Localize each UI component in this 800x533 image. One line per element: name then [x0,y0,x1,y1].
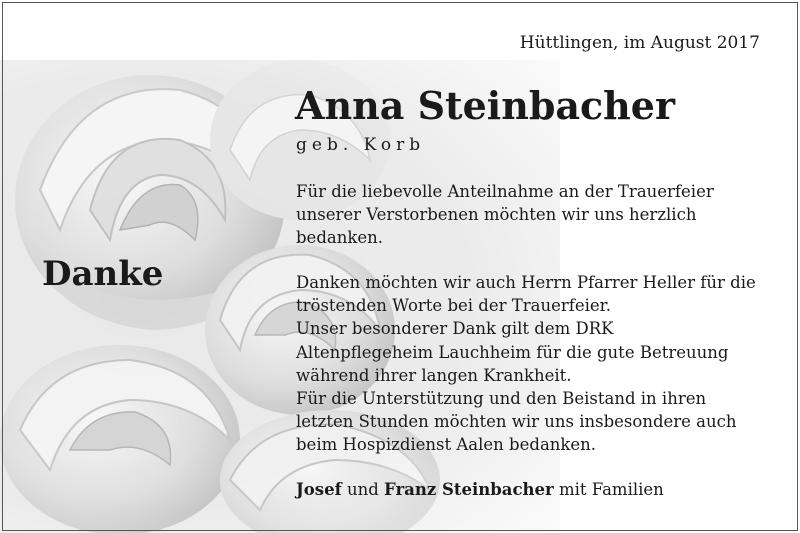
paragraph-line: Für die Unterstützung und den Beistand in ihren [296,389,707,409]
signer-suffix: mit Familien [558,480,664,499]
signer-first: Josef [296,480,342,499]
paragraph-line: bedanken. [296,228,383,248]
maiden-name: geb. Korb [296,135,426,155]
paragraph-line: Danken möchten wir auch Herrn Pfarrer Heller für die [296,273,756,292]
signer-second: Franz Steinbacher [384,480,554,499]
heading-danke: Danke [42,254,164,294]
deceased-name: Anna Steinbacher [295,83,675,128]
paragraph-line: beim Hospizdienst Aalen bedanken. [296,435,597,455]
signature-line [296,479,664,501]
paragraph-line: Altenpflegeheim Lauchheim für die gute Betreuung [296,342,729,362]
thanks-paragraph-1 [296,180,714,250]
paragraph-line: tröstenden Worte bei der Trauerfeier. [296,296,611,316]
paragraph-line: während ihrer langen Krankheit. [296,365,572,385]
paragraph-line: Für die liebevolle Anteilnahme an der Trauerfeier [296,182,714,201]
thanks-paragraph-2 [296,271,756,457]
date-line: Hüttlingen, im August 2017 [519,33,760,53]
signer-connector: und [346,480,379,499]
paragraph-line: Unser besonderer Dank gilt dem DRK [296,319,614,339]
paragraph-line: letzten Stunden möchten wir uns insbesondere auch [296,412,737,432]
paragraph-line: unserer Verstorbenen möchten wir uns herzlich [296,205,697,225]
